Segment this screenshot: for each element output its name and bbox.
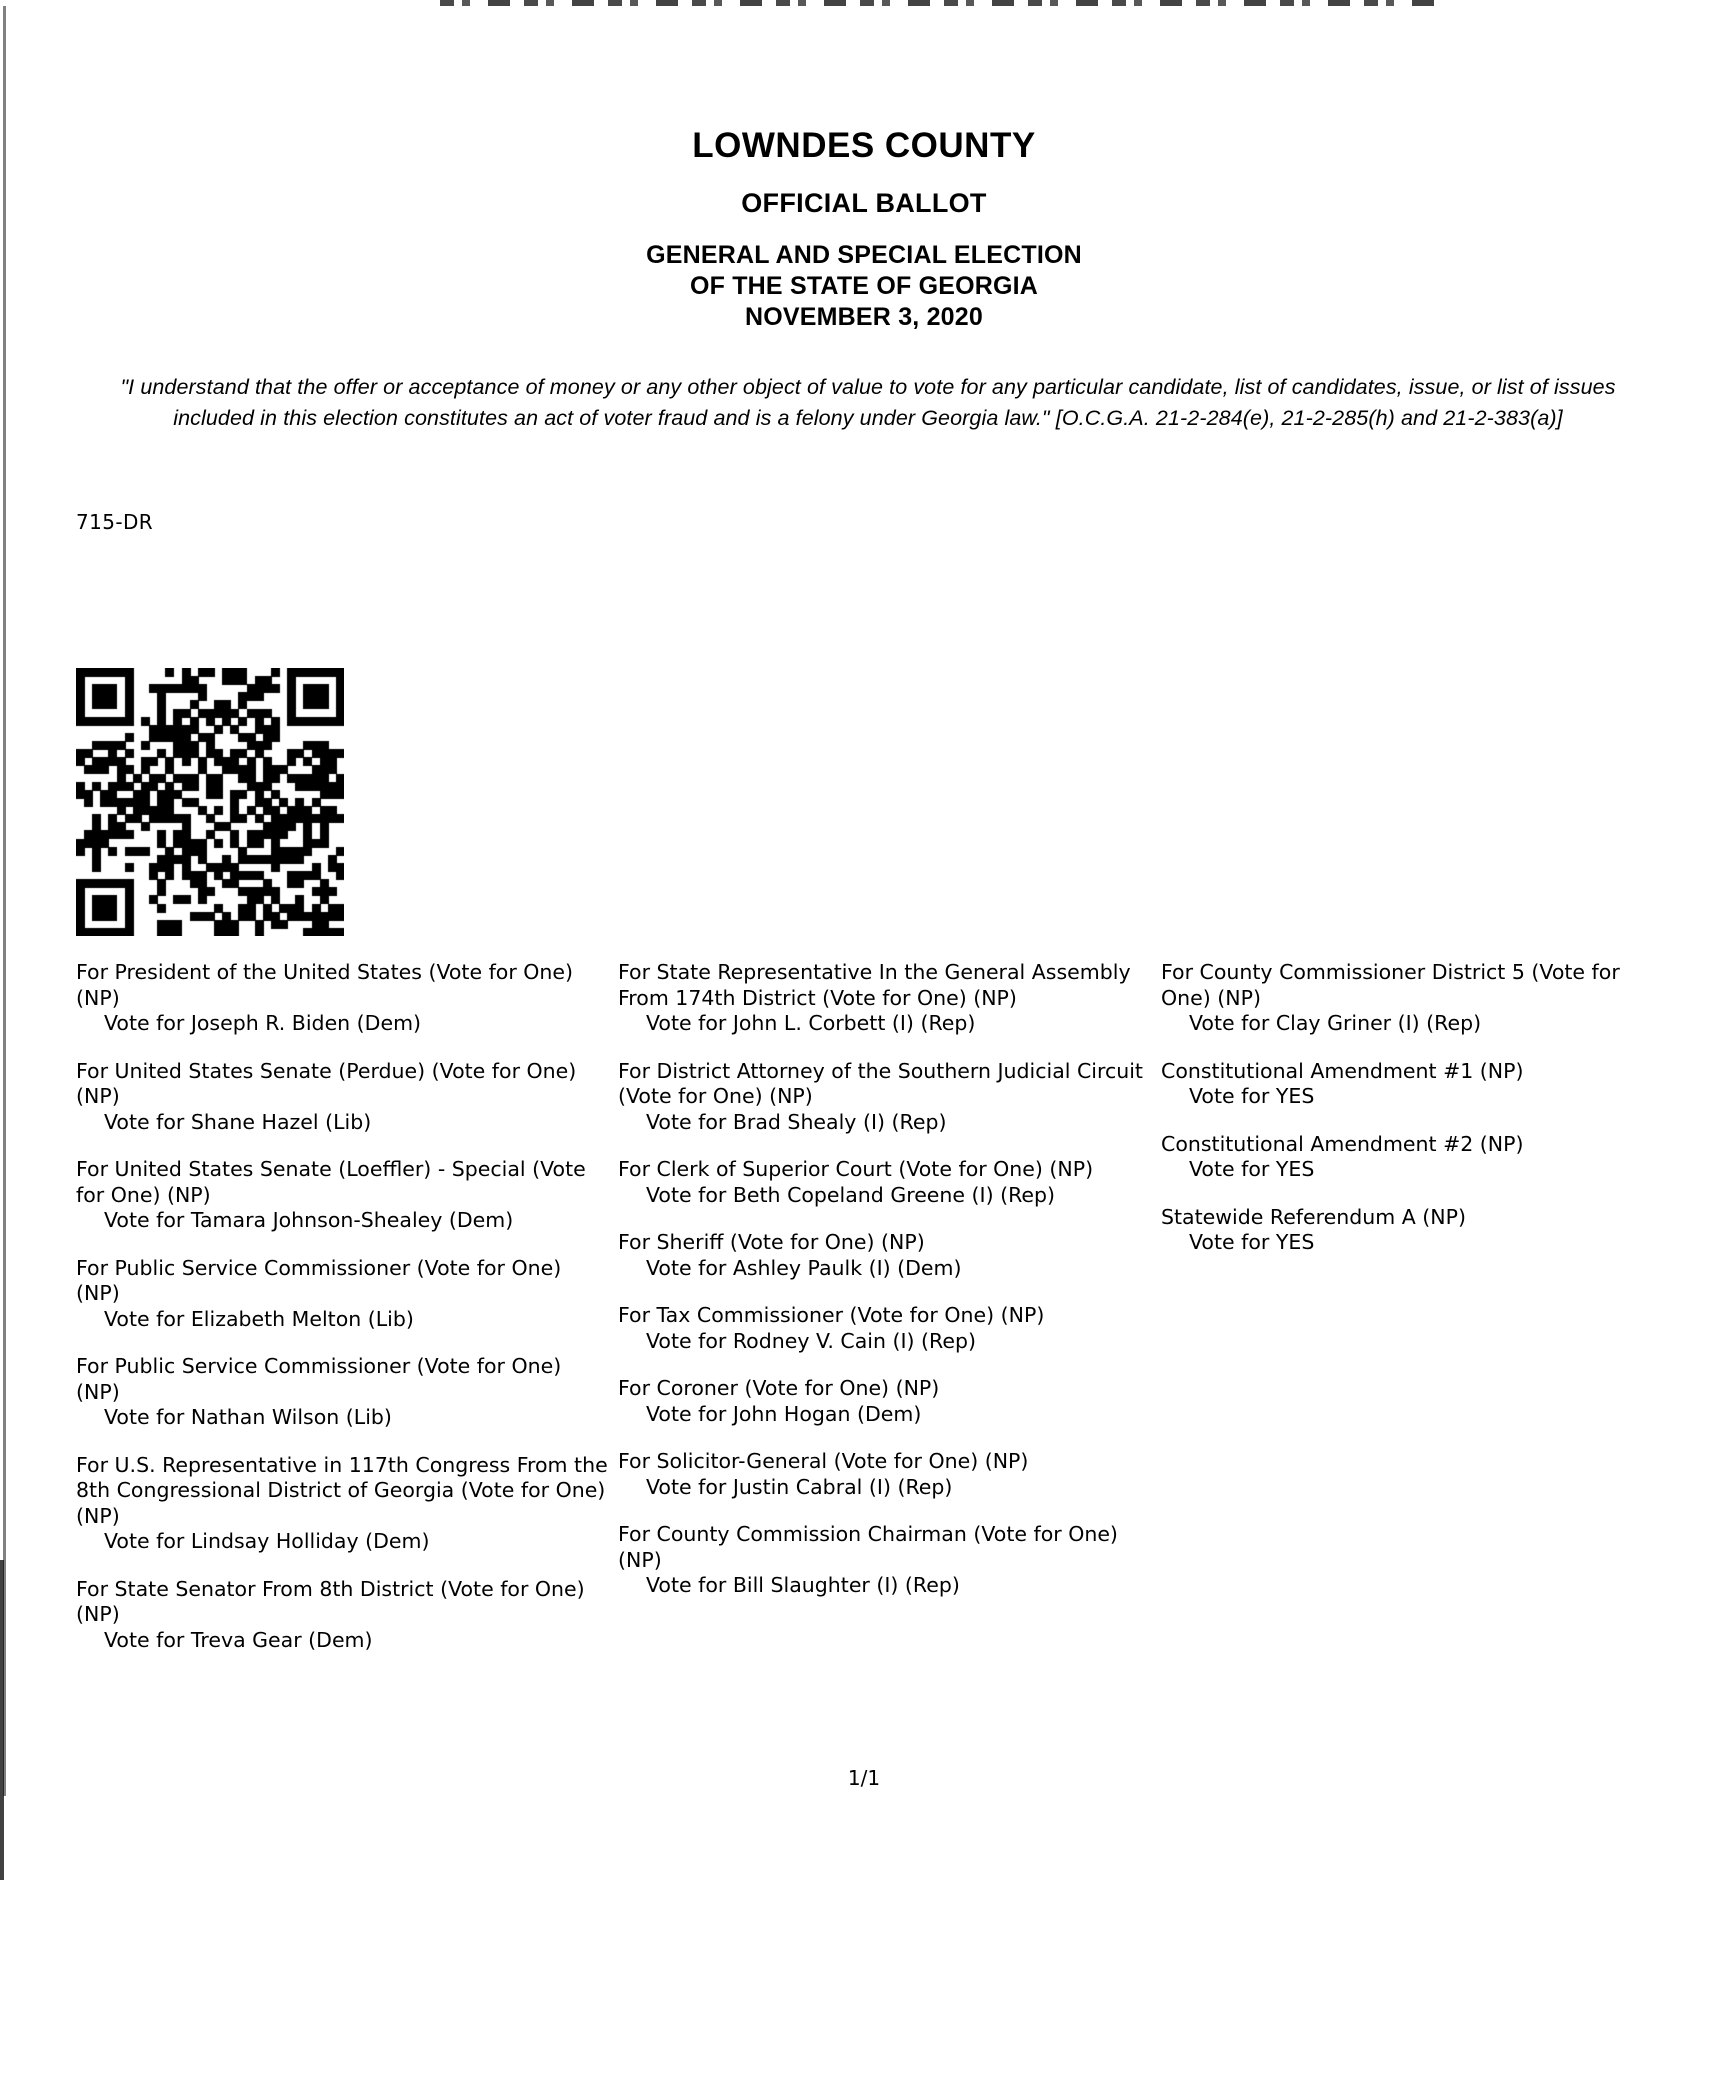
voter-fraud-oath-text: "I understand that the offer or acceptance of money or any other object of value to vote for any particular candidate, list of candidates, issue, or list of issues included in this election constitutes an act of voter fraud and is a felony under Georgia law." [O.C.G.A. 21-2-284(e), 21-2-285(h) and 21-2-383(a)] (120, 375, 1616, 430)
contest (1161, 960, 1661, 1037)
election-name-line1: GENERAL AND SPECIAL ELECTION (646, 241, 1082, 269)
contest-selection: Vote for Bill Slaughter (I) (Rep) (646, 1573, 960, 1597)
contest (76, 1453, 611, 1555)
contest-title: Constitutional Amendment #1 (NP) (1161, 1058, 1524, 1083)
contest (618, 1230, 1153, 1281)
contest-selection: Vote for Shane Hazel (Lib) (104, 1109, 372, 1134)
contest-title: For Public Service Commissioner (Vote for One) (NP) (76, 1255, 562, 1305)
contest-title: For District Attorney of the Southern Judicial Circuit (Vote for One) (NP) (618, 1058, 1143, 1108)
contest-selection: Vote for YES (1189, 1157, 1315, 1181)
contest-selection: Vote for Justin Cabral (I) (Rep) (646, 1474, 953, 1499)
contest-title: For United States Senate (Loeffler) - Special (Vote for One) (NP) (76, 1157, 586, 1207)
contest (618, 1376, 1153, 1427)
election-name-line2: OF THE STATE OF GEORGIA (689, 272, 1039, 300)
column-3 (1161, 960, 1661, 1278)
contest (618, 1059, 1153, 1136)
column-1 (76, 960, 611, 1675)
contest-selection: Vote for Nathan Wilson (Lib) (104, 1405, 392, 1429)
contest-selection: Vote for John L. Corbett (I) (Rep) (646, 1011, 976, 1035)
contest (618, 1303, 1153, 1354)
contest-title: For U.S. Representative in 117th Congress From the 8th Congressional District of Georgia (Vote for One) (NP) (76, 1452, 608, 1528)
contest-columns (76, 960, 1656, 1700)
contest (618, 960, 1153, 1037)
contest (76, 1256, 611, 1333)
contest (1161, 1132, 1661, 1183)
contest-title: For President of the United States (Vote for One) (NP) (76, 960, 574, 1010)
contest-title: For United States Senate (Perdue) (Vote for One) (NP) (76, 1058, 577, 1108)
contest (618, 1449, 1153, 1500)
contest-selection: Vote for Clay Griner (I) (Rep) (1189, 1011, 1482, 1035)
contest-selection: Vote for Ashley Paulk (I) (Dem) (646, 1255, 962, 1280)
election-header (0, 240, 1728, 333)
contest-title: For Solicitor-General (Vote for One) (NP) (618, 1449, 1029, 1473)
ballot-style-id: 715-DR (76, 510, 154, 534)
page-title: LOWNDES COUNTY (692, 126, 1036, 165)
contest-selection: Vote for Treva Gear (Dem) (104, 1627, 373, 1652)
ballot-qr-code (76, 668, 344, 936)
contest-title: Constitutional Amendment #2 (NP) (1161, 1131, 1524, 1156)
contest-selection: Vote for Tamara Johnson-Shealey (Dem) (104, 1208, 514, 1232)
contest-selection: Vote for Rodney V. Cain (I) (Rep) (646, 1328, 976, 1353)
contest (1161, 1205, 1661, 1256)
contest-selection: Vote for YES (1189, 1084, 1315, 1108)
contest (618, 1522, 1153, 1599)
contest-title: For Public Service Commissioner (Vote for One) (NP) (76, 1354, 562, 1404)
contest-selection: Vote for Lindsay Holliday (Dem) (104, 1529, 430, 1553)
contest-title: Statewide Referendum A (NP) (1161, 1204, 1466, 1229)
contest-title: For Tax Commissioner (Vote for One) (NP) (618, 1303, 1045, 1327)
contest-selection: Vote for Joseph R. Biden (Dem) (104, 1011, 422, 1035)
contest-title: For County Commission Chairman (Vote for One) (NP) (618, 1522, 1118, 1572)
contest-title: For Sheriff (Vote for One) (NP) (618, 1230, 925, 1254)
official-ballot-label: OFFICIAL BALLOT (741, 188, 987, 218)
contest (76, 1059, 611, 1136)
contest-title: For Clerk of Superior Court (Vote for One) (NP) (618, 1157, 1094, 1181)
contest (76, 960, 611, 1037)
contest-selection: Vote for Elizabeth Melton (Lib) (104, 1306, 414, 1331)
contest-selection: Vote for YES (1189, 1230, 1315, 1254)
contest-title: For State Senator From 8th District (Vote for One) (NP) (76, 1576, 585, 1626)
contest (76, 1354, 611, 1431)
contest-title: For State Representative In the General Assembly From 174th District (Vote for One) (NP) (618, 960, 1131, 1010)
contest (1161, 1059, 1661, 1110)
contest-title: For Coroner (Vote for One) (NP) (618, 1376, 940, 1400)
contest-selection: Vote for Brad Shealy (I) (Rep) (646, 1109, 947, 1134)
contest-title: For County Commissioner District 5 (Vote for One) (NP) (1161, 960, 1620, 1010)
election-date: NOVEMBER 3, 2020 (744, 303, 983, 331)
column-2 (618, 960, 1153, 1621)
contest-selection: Vote for John Hogan (Dem) (646, 1401, 922, 1426)
contest (76, 1577, 611, 1654)
contest-selection: Vote for Beth Copeland Greene (I) (Rep) (646, 1182, 1056, 1207)
contest (76, 1157, 611, 1234)
contest (618, 1157, 1153, 1208)
page-number: 1/1 (847, 1766, 881, 1790)
